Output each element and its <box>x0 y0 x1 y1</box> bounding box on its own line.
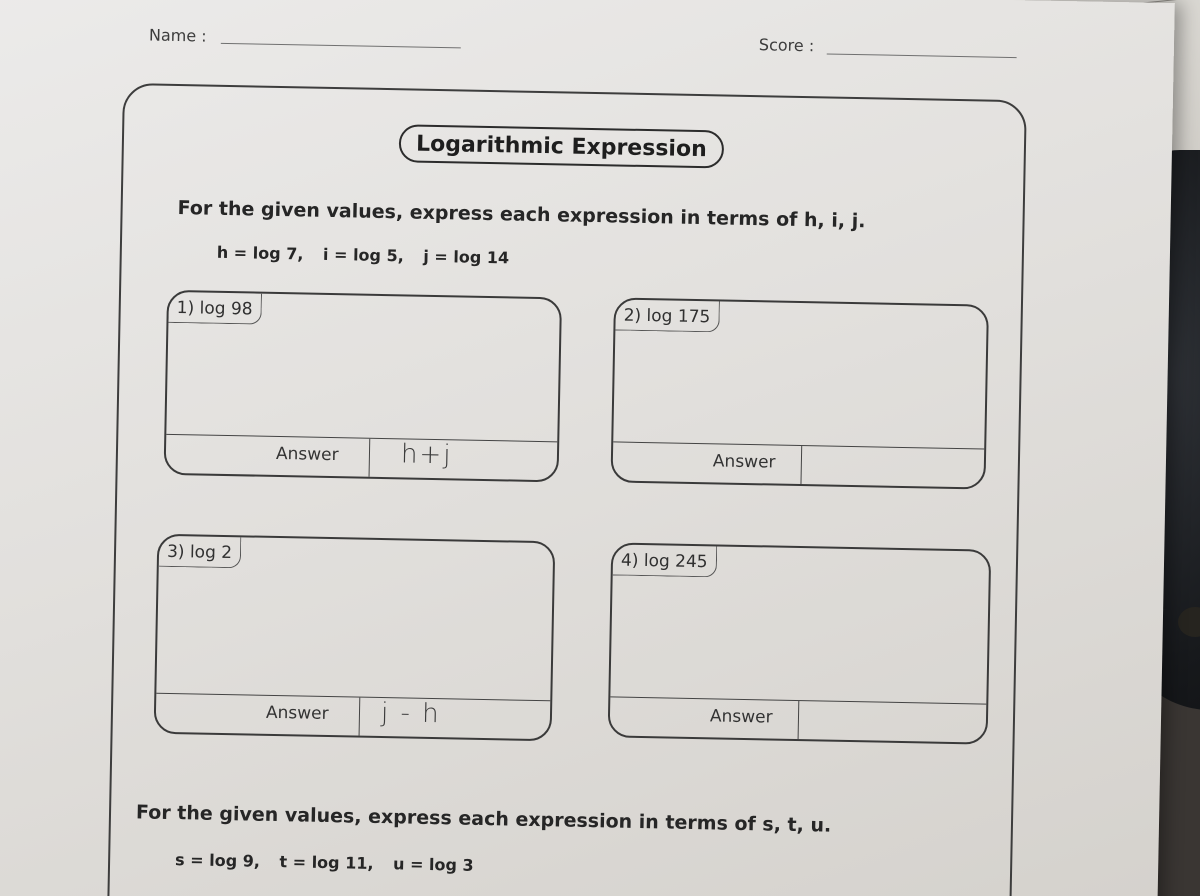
problem-box-1 <box>164 290 562 483</box>
given-j: j = log 14 <box>423 246 510 268</box>
given-t: t = log 11, <box>279 852 374 873</box>
answer-label-2: Answer <box>712 451 776 473</box>
problem-label-4 <box>613 544 717 577</box>
answer-label-3: Answer <box>265 702 329 725</box>
problem-box-3 <box>154 534 556 742</box>
answer-divider-2 <box>800 446 802 484</box>
problem-number-3: 3) <box>166 541 185 563</box>
answer-divider-3 <box>359 698 361 736</box>
problem-label-1 <box>168 292 261 325</box>
answer-row-1 <box>166 434 558 480</box>
answer-divider-4 <box>798 701 800 739</box>
answer-row-3 <box>156 693 551 740</box>
answer-label-4: Answer <box>709 706 773 728</box>
problem-number-1: 1) <box>176 298 195 319</box>
answer-row-2 <box>613 441 985 487</box>
name-line <box>221 43 461 49</box>
problem-number-2: 2) <box>623 305 642 326</box>
problem-expression-4: log 245 <box>643 551 708 573</box>
given-s: s = log 9, <box>174 850 261 871</box>
name-label: Name : <box>148 25 207 46</box>
section1-instruction: For the given values, express each expression in terms of h, i, j. <box>177 197 866 233</box>
score-line <box>827 53 1017 58</box>
given-h: h = log 7, <box>216 242 304 264</box>
problem-box-2 <box>610 297 988 489</box>
answer-row-4 <box>610 696 987 742</box>
problem-box-4 <box>608 542 992 744</box>
score-label: Score : <box>758 35 815 56</box>
handwritten-answer-1: h+j <box>400 439 453 471</box>
problem-label-3 <box>159 536 242 569</box>
worksheet-title: Logarithmic Expression <box>399 124 725 168</box>
given-i: i = log 5, <box>322 244 404 266</box>
handwritten-answer-3: j - h <box>380 698 441 730</box>
problem-number-4: 4) <box>620 550 639 571</box>
section2-instruction: For the given values, express each expression in terms of s, t, u. <box>135 801 832 837</box>
problem-label-2 <box>615 299 719 332</box>
problem-expression-1: log 98 <box>199 298 253 320</box>
problem-expression-2: log 175 <box>646 306 711 328</box>
answer-divider-1 <box>369 439 371 477</box>
given-u: u = log 3 <box>392 854 474 875</box>
problem-expression-3: log 2 <box>189 542 233 564</box>
answer-label-1: Answer <box>275 443 339 466</box>
